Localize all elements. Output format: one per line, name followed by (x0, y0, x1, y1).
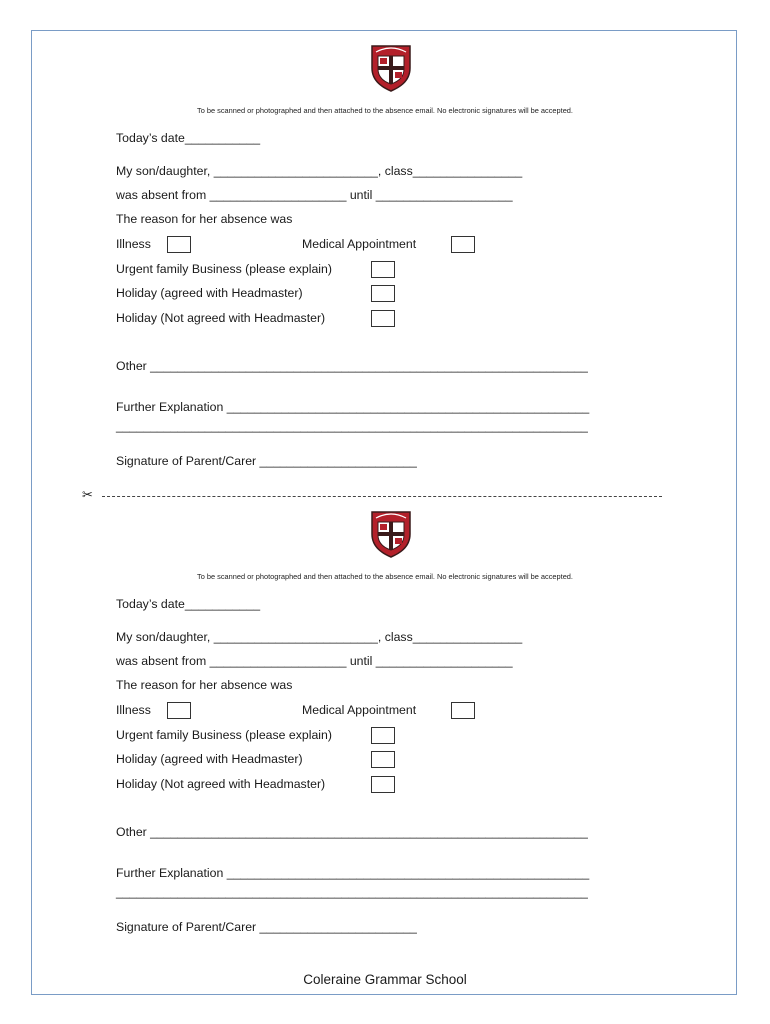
further-explanation-field[interactable]: Further Explanation _____________________________________________________ (116, 400, 590, 414)
absence-form-bottom (0, 466, 770, 936)
footer-school-name: Coleraine Grammar School (303, 972, 467, 987)
urgent-family-business-checkbox[interactable] (371, 727, 395, 744)
instruction-note: To be scanned or photographed and then attached to the absence email. No electronic signatures will be accepted. (197, 106, 573, 115)
reason-label: The reason for her absence was (116, 212, 293, 226)
medical-appointment-checkbox[interactable] (451, 702, 475, 719)
signature-field[interactable]: Signature of Parent/Carer _______________________ (116, 920, 417, 934)
further-explanation-line2[interactable]: _____________________________________________________________________ (116, 419, 588, 433)
school-crest-icon (368, 508, 414, 558)
other-field[interactable]: Other ________________________________________________________________ (116, 825, 588, 839)
holiday-agreed-label: Holiday (agreed with Headmaster) (116, 286, 303, 300)
urgent-family-business-label: Urgent family Business (please explain) (116, 728, 332, 742)
todays-date-field[interactable]: Today’s date___________ (116, 597, 261, 611)
absent-period-field[interactable]: was absent from ____________________ until ____________________ (116, 654, 513, 668)
holiday-agreed-checkbox[interactable] (371, 285, 395, 302)
medical-appointment-checkbox[interactable] (451, 236, 475, 253)
illness-checkbox[interactable] (167, 236, 191, 253)
holiday-not-agreed-checkbox[interactable] (371, 310, 395, 327)
son-daughter-class-field[interactable]: My son/daughter, ________________________, class________________ (116, 630, 523, 644)
medical-appointment-label: Medical Appointment (302, 703, 417, 717)
absence-form-top (0, 0, 770, 470)
holiday-not-agreed-label: Holiday (Not agreed with Headmaster) (116, 311, 326, 325)
scissors-icon: ✂ (82, 487, 93, 502)
illness-label: Illness (116, 703, 151, 717)
school-crest-icon (368, 42, 414, 92)
urgent-family-business-label: Urgent family Business (please explain) (116, 262, 332, 276)
son-daughter-class-field[interactable]: My son/daughter, ________________________, class________________ (116, 164, 523, 178)
urgent-family-business-checkbox[interactable] (371, 261, 395, 278)
further-explanation-line2[interactable]: _____________________________________________________________________ (116, 885, 588, 899)
reason-label: The reason for her absence was (116, 678, 293, 692)
other-field[interactable]: Other ________________________________________________________________ (116, 359, 588, 373)
absent-period-field[interactable]: was absent from ____________________ until ____________________ (116, 188, 513, 202)
further-explanation-field[interactable]: Further Explanation _____________________________________________________ (116, 866, 590, 880)
medical-appointment-label: Medical Appointment (302, 237, 417, 251)
illness-label: Illness (116, 237, 151, 251)
holiday-agreed-label: Holiday (agreed with Headmaster) (116, 752, 303, 766)
instruction-note: To be scanned or photographed and then attached to the absence email. No electronic signatures will be accepted. (197, 572, 573, 581)
holiday-not-agreed-checkbox[interactable] (371, 776, 395, 793)
illness-checkbox[interactable] (167, 702, 191, 719)
todays-date-field[interactable]: Today’s date___________ (116, 131, 261, 145)
signature-field[interactable]: Signature of Parent/Carer _______________________ (116, 454, 417, 468)
holiday-agreed-checkbox[interactable] (371, 751, 395, 768)
holiday-not-agreed-label: Holiday (Not agreed with Headmaster) (116, 777, 326, 791)
